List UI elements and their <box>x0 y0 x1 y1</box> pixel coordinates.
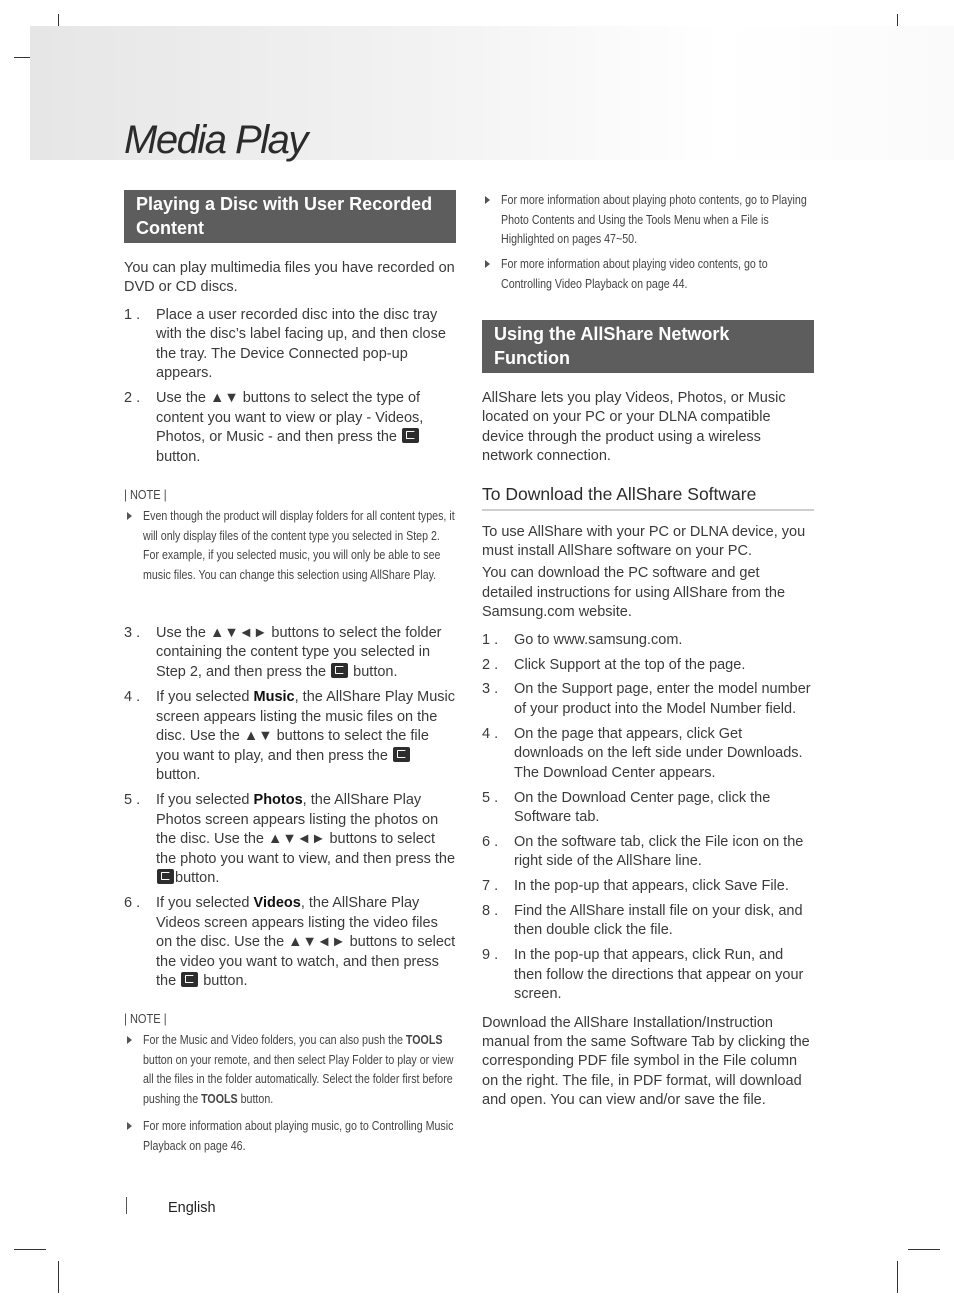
note-text: For more information about playing music, go to Controlling Music Playback on page 46. <box>143 1118 454 1153</box>
list-item <box>124 688 456 785</box>
list-item <box>482 833 814 872</box>
note-list <box>482 190 814 296</box>
note-list <box>124 506 456 608</box>
note-list <box>124 1030 456 1158</box>
crop-mark <box>897 1261 898 1293</box>
step-text: button. <box>156 448 201 465</box>
step-text: button. <box>353 663 398 680</box>
list-item <box>124 624 456 682</box>
crop-mark <box>14 1249 46 1250</box>
step-text: In the pop-up that appears, click Save File. <box>514 878 789 895</box>
steps-list <box>124 306 456 467</box>
menu-name-photos: Photos <box>253 792 303 809</box>
enter-button-icon <box>331 663 348 678</box>
step-text: On the Download Center page, click the Software tab. <box>514 789 771 825</box>
step-text: Go to www.samsung.com. <box>514 631 683 648</box>
enter-button-icon <box>181 972 198 987</box>
note-text: For more information about playing photo contents, go to Playing Photo Contents and Using the Tools Menu when a File is Highlighted on pages 47~50. <box>501 192 807 246</box>
bullet-triangle-icon <box>127 512 132 520</box>
step-number: 8 . <box>482 903 499 920</box>
step-number: 4 . <box>482 725 499 742</box>
step-number: 3 . <box>482 681 499 698</box>
tools-button-label: TOOLS <box>201 1090 238 1106</box>
steps-list <box>124 624 456 991</box>
footer-divider <box>126 1197 127 1214</box>
step-text: button. <box>156 766 201 783</box>
step-number: 6 . <box>482 833 499 850</box>
note-text-part: For the Music and Video folders, you can also push the <box>143 1032 403 1048</box>
step-number: 9 . <box>482 947 499 964</box>
step-text: button. <box>203 972 248 989</box>
footer-language: English <box>168 1200 216 1216</box>
list-item <box>482 789 814 828</box>
step-number: 5 . <box>124 792 141 809</box>
note-text: Even though the product will display folders for all content types, it will only display files of the content type you selected in Step 2. For example, if you selected music, you will only be able to see music files. You can change this selection using AllShare Play. <box>143 508 455 582</box>
note-text: For more information about playing video contents, go to Controlling Video Playback on page 44. <box>501 256 768 291</box>
list-item <box>482 254 814 296</box>
intro-paragraph: AllShare lets you play Videos, Photos, or Music located on your PC or your DLNA compatible device through the product using a wireless network connection. <box>482 390 786 465</box>
step-text: , the AllShare Play Music screen appears listing the music files on the disc. Use the ▲▼ buttons to select the file you want to play, and then press the <box>156 689 456 764</box>
list-item <box>124 506 456 584</box>
section-heading-allshare: Using the AllShare Network Function <box>482 320 814 373</box>
crop-mark <box>908 1249 940 1250</box>
step-text: If you selected <box>156 792 250 809</box>
list-item <box>482 680 814 719</box>
step-text: On the page that appears, click Get downloads on the left side under Downloads. The Download Center appears. <box>514 725 803 781</box>
step-text: , the AllShare Play Photos screen appears listing the photos on the disc. Use the ▲▼◄► buttons to select the photo you want to view, and then press the <box>156 792 456 867</box>
list-item <box>482 902 814 941</box>
closing-paragraph: Download the AllShare Installation/Instruction manual from the same Software Tab by clicking the corresponding PDF file symbol in the File column on the right. The file, in PDF format, will download and open. You can view and/or save the file. <box>482 1014 810 1109</box>
step-text: On the Support page, enter the model number of your product into the Model Number field. <box>514 681 811 717</box>
list-item <box>482 190 814 252</box>
step-number: 1 . <box>482 631 499 648</box>
page-title: Media Play <box>124 118 307 162</box>
step-number: 5 . <box>482 789 499 806</box>
bullet-triangle-icon <box>485 260 490 268</box>
section-heading-playing-disc: Playing a Disc with User Recorded Content <box>124 190 456 243</box>
step-text: In the pop-up that appears, click Run, and then follow the directions that appear on your screen. <box>514 947 804 1003</box>
enter-button-icon <box>393 747 410 762</box>
note-text-part: button on your remote, and then select Play Folder to play or view all the files in the folder automatically. Select the folder first before pushing the <box>143 1051 454 1106</box>
list-item <box>482 656 814 675</box>
crop-mark <box>58 1261 59 1293</box>
list-item <box>124 1116 456 1158</box>
step-text: Use the ▲▼ buttons to select the type of content you want to view or play - Videos, Photos, or Music - and then press the <box>156 390 424 446</box>
step-text: Place a user recorded disc into the disc tray with the disc’s label facing up, and then close the tray. The Device Connected pop-up appears. <box>156 306 446 382</box>
list-item <box>482 946 814 1004</box>
bullet-triangle-icon <box>485 196 490 204</box>
step-number: 2 . <box>482 656 499 673</box>
bullet-triangle-icon <box>127 1036 132 1044</box>
step-number: 1 . <box>124 306 141 323</box>
menu-name-music: Music <box>253 689 295 706</box>
step-text: If you selected <box>156 895 250 912</box>
tools-button-label: TOOLS <box>405 1032 443 1048</box>
list-item <box>124 894 456 991</box>
paragraph: You can download the PC software and get detailed instructions for using AllShare from the Samsung.com website. <box>482 565 786 621</box>
step-number: 6 . <box>124 895 141 912</box>
list-item <box>124 791 456 888</box>
enter-button-icon <box>402 428 419 443</box>
bullet-triangle-icon <box>127 1122 132 1130</box>
step-text: Click Support at the top of the page. <box>514 656 746 673</box>
list-item <box>482 877 814 896</box>
note-label: | NOTE | <box>124 1011 167 1027</box>
step-text: If you selected <box>156 689 250 706</box>
list-item <box>124 306 456 384</box>
subsection-heading-download: To Download the AllShare Software <box>482 484 814 511</box>
note-label: | NOTE | <box>124 487 167 503</box>
list-item <box>124 389 456 467</box>
step-number: 2 . <box>124 390 141 407</box>
step-number: 3 . <box>124 625 141 642</box>
paragraph: To use AllShare with your PC or DLNA device, you must install AllShare software on your PC. <box>482 523 806 560</box>
list-item <box>482 631 814 650</box>
step-text: Find the AllShare install file on your disk, and then double click the file. <box>514 903 803 939</box>
step-number: 7 . <box>482 878 499 895</box>
step-number: 4 . <box>124 689 141 706</box>
step-text: button. <box>175 869 220 886</box>
note-text <box>143 1030 456 1108</box>
intro-paragraph: You can play multimedia files you have recorded on DVD or CD discs. <box>124 260 455 296</box>
enter-button-icon <box>157 869 174 884</box>
steps-list <box>482 631 814 1005</box>
left-column <box>124 190 456 1158</box>
right-column <box>482 190 814 1111</box>
note-text-part: button. <box>240 1090 274 1106</box>
step-text: , the AllShare Play Videos screen appears listing the video files on the disc. Use the ▲▼◄► buttons to select the video you want to watch, and then press the <box>156 895 456 989</box>
step-text: On the software tab, click the File icon on the right side of the AllShare line. <box>514 833 804 870</box>
menu-name-videos: Videos <box>253 895 301 912</box>
list-item <box>124 1030 456 1112</box>
step-text: Use the ▲▼◄► buttons to select the folder containing the content type you selected in Step 2, and then press the <box>156 625 442 680</box>
list-item <box>482 725 814 783</box>
